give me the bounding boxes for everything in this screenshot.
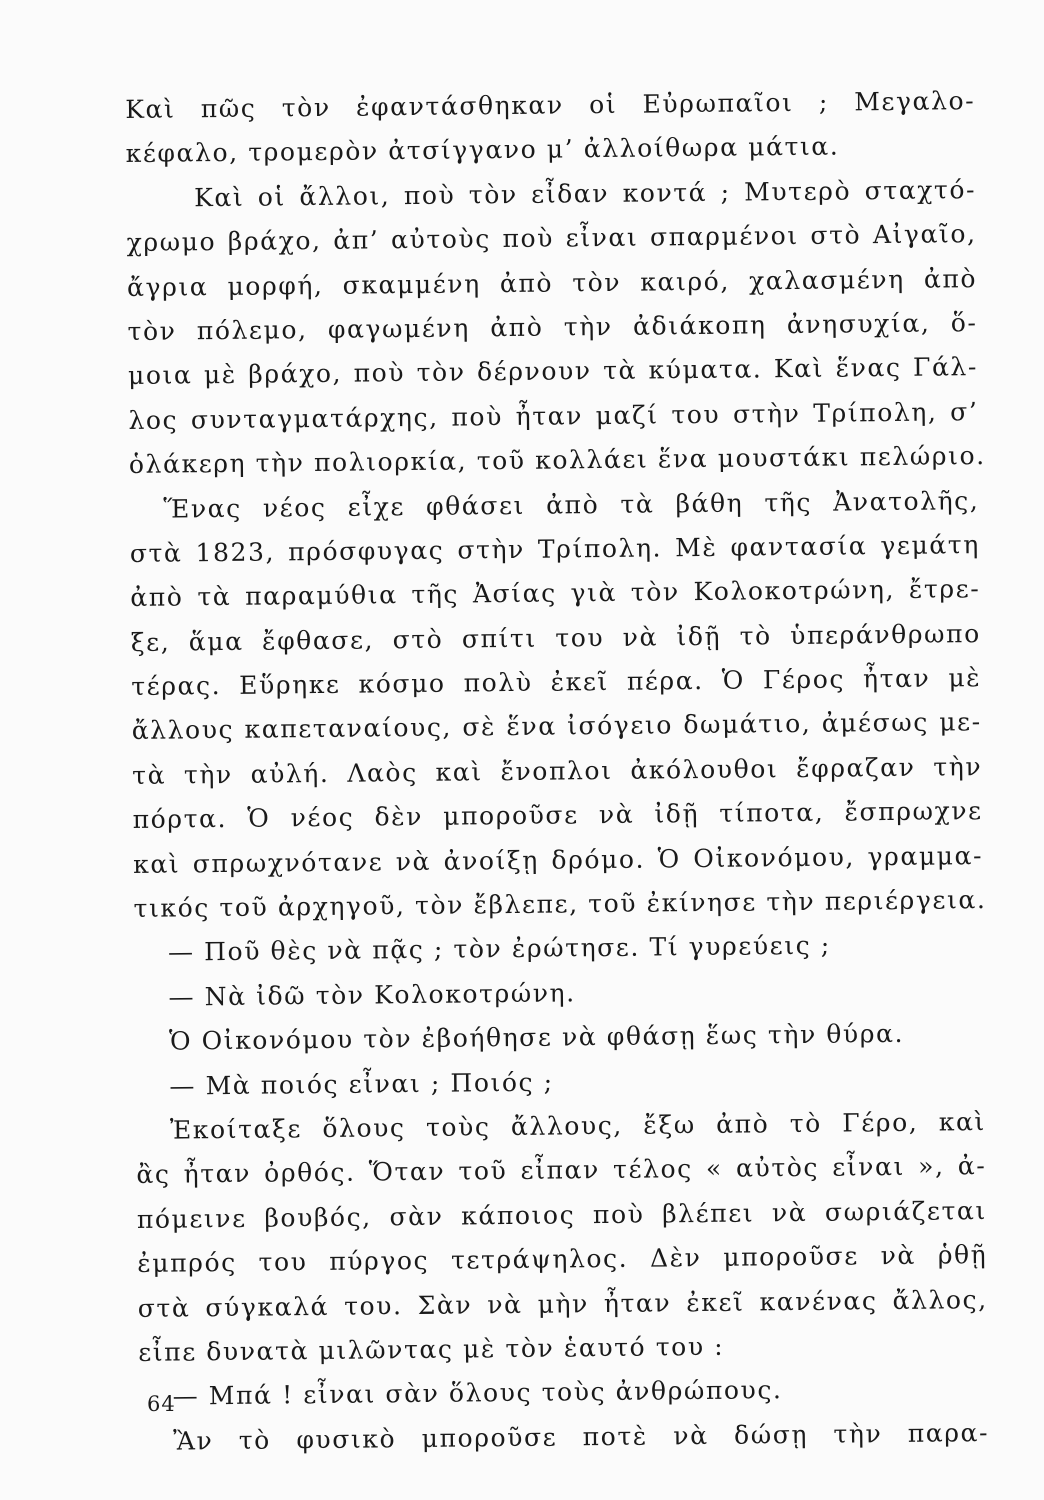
text-line: χρωμο βράχο, ἀπ’ αὐτοὺς ποὺ εἶναι σπαρμένοι στὸ Αἰγαῖο, — [126, 219, 977, 258]
text-line: πόμεινε βουβός, σὰν κάποιος ποὺ βλέπει νὰ σωριάζεται — [136, 1195, 987, 1234]
text-line: Ὁ Οἰκονόμου τὸν ἐβοήθησε νὰ φθάσῃ ἕως τὴν θύρα. — [168, 1019, 905, 1056]
text-line: — Νὰ ἰδῶ τὸν Κολοκοτρώνη. — [168, 978, 576, 1012]
text-line: ἂς ἦταν ὀρθός. Ὅταν τοῦ εἶπαν τέλος « αὐτὸς εἶναι », ἀ- — [136, 1151, 987, 1190]
text-line: ἀπὸ τὰ παραμύθια τῆς Ἀσίας γιὰ τὸν Κολοκοτρώνη, ἔτρε- — [130, 574, 981, 613]
text-line: στὰ σύγκαλά του. Σὰν νὰ μὴν ἦταν ἐκεῖ κανένας ἄλλος, — [137, 1284, 988, 1323]
text-line: Καὶ πῶς τὸν ἐφαντάσθηκαν οἱ Εὐρωπαῖοι ; Μεγαλο- — [125, 86, 976, 124]
text-line: — Μπά ! εἶναι σὰν ὅλους τοὺς ἀνθρώπους. — [172, 1375, 783, 1411]
text-line: — Ποῦ θὲς νὰ πᾷς ; τὸν ἐρώτησε. Τί γυρεύεις ; — [167, 931, 831, 968]
text-line: στὰ 1823, πρόσφυγας στὴν Τρίπολη. Μὲ φαντασία γεμάτη — [129, 529, 980, 568]
text-line: ξε, ἅμα ἔφθασε, στὸ σπίτι του νὰ ἰδῇ τὸ ὑπεράνθρωπο — [130, 618, 981, 657]
text-line: Καὶ οἱ ἄλλοι, ποὺ τὸν εἶδαν κοντά ; Μυτερὸ σταχτό- — [193, 174, 977, 213]
text-line: Ἐκοίταξε ὅλους τοὺς ἄλλους, ἔξω ἀπὸ τὸ Γέρο, καὶ — [169, 1107, 987, 1145]
text-line: ἄγρια μορφή, σκαμμένη ἀπὸ τὸν καιρό, χαλασμένη ἀπὸ — [126, 263, 978, 302]
text-line: τὸν πόλεμο, φαγωμένη ἀπὸ τὴν ἀδιάκοπη ἀνησυχία, ὅ- — [127, 308, 978, 346]
text-line: τὰ τὴν αὐλή. Λαὸς καὶ ἔνοπλοι ἀκόλουθοι ἔφραζαν τὴν — [132, 751, 983, 790]
text-line: μοια μὲ βράχο, ποὺ τὸν δέρνουν τὰ κύματα. Καὶ ἕνας Γάλ- — [127, 352, 979, 391]
text-line: ἐμπρός του πύργος τετράψηλος. Δὲν μποροῦσε νὰ ῥθῇ — [137, 1240, 988, 1279]
text-line: Ἕνας νέος εἶχε φθάσει ἀπὸ τὰ βάθη τῆς Ἀνατολῆς, — [163, 485, 980, 524]
text-line: κέφαλο, τρομερὸν ἀτσίγγανο μ’ ἀλλοίθωρα μάτια. — [125, 131, 840, 169]
text-line: — Μὰ ποιός εἶναι ; Ποιός ; — [169, 1067, 554, 1101]
text-line: λος συνταγματάρχης, ποὺ ἦταν μαζί του στὴν Τρίπολη, σ’ — [128, 396, 979, 435]
body-text — [125, 79, 989, 1464]
text-line: ὁλάκερη τὴν πολιορκία, τοῦ κολλάει ἕνα μουστάκι πελώριο. — [128, 441, 986, 480]
text-line: Ἂν τὸ φυσικὸ μποροῦσε ποτὲ νὰ δώσῃ τὴν παρα- — [173, 1417, 990, 1456]
page-number: 64 — [147, 1392, 176, 1416]
text-line: τέρας. Εὕρηκε κόσμο πολὺ ἐκεῖ πέρα. Ὁ Γέρος ἦταν μὲ — [131, 663, 982, 702]
text-line: ἄλλους καπεταναίους, σὲ ἕνα ἰσόγειο δωμάτιο, ἀμέσως με- — [131, 707, 982, 746]
text-line: καὶ σπρωχνότανε νὰ ἀνοίξῃ δρόμο. Ὁ Οἰκονόμου, γραμμα- — [132, 840, 984, 879]
text-line: εἶπε δυνατὰ μιλῶντας μὲ τὸν ἑαυτό του : — [138, 1331, 725, 1367]
text-line: τικός τοῦ ἀρχηγοῦ, τὸν ἔβλεπε, τοῦ ἐκίνησε τὴν περιέργεια. — [133, 885, 987, 923]
text-line: πόρτα. Ὁ νέος δὲν μποροῦσε νὰ ἰδῇ τίποτα, ἔσπρωχνε — [132, 796, 983, 835]
